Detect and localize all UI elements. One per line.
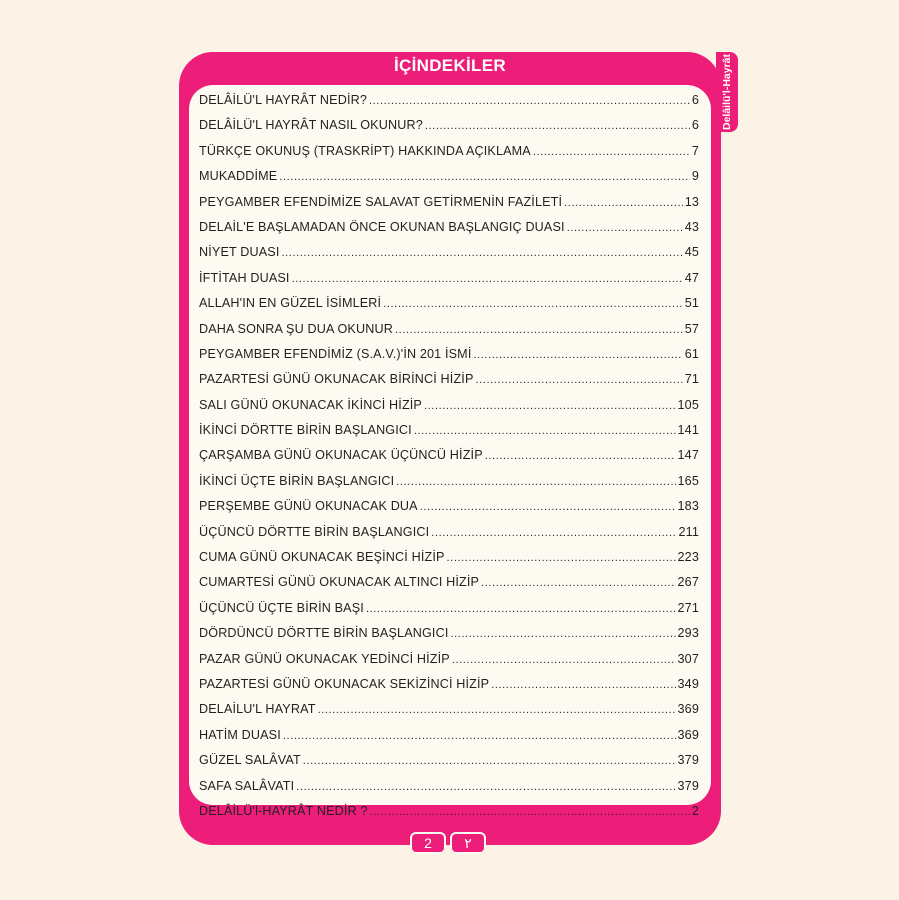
toc-entry[interactable]: [199, 372, 699, 397]
toc-dot-leader: [420, 501, 676, 513]
toc-entry-title: İFTİTAH DUASI: [199, 270, 290, 285]
toc-dot-leader: [283, 730, 676, 742]
toc-entry-page: 165: [677, 473, 699, 488]
toc-entry-title: DELAİL'E BAŞLAMADAN ÖNCE OKUNAN BAŞLANGIÇ DUASI: [199, 219, 565, 234]
toc-dot-leader: [481, 577, 675, 589]
toc-dot-leader: [447, 552, 676, 564]
toc-entry-title: PAZARTESİ GÜNÜ OKUNACAK SEKİZİNCİ HİZİP: [199, 676, 490, 691]
toc-entry-page: 13: [684, 194, 699, 209]
toc-entry-title: ALLAH'IN EN GÜZEL İSİMLERİ: [199, 296, 382, 311]
toc-entry-title: DELÂİLÜ'L HAYRÂT NASIL OKUNUR?: [199, 118, 423, 133]
toc-entry-title: NİYET DUASI: [199, 245, 280, 260]
toc-entry-page: 379: [677, 753, 699, 768]
toc-dot-leader: [303, 755, 676, 767]
toc-entry-title: İKİNCİ DÖRTTE BİRİN BAŞLANGICI: [199, 423, 412, 438]
toc-entry[interactable]: [199, 474, 699, 499]
toc-entry-title: GÜZEL SALÂVAT: [199, 753, 301, 768]
toc-dot-leader: [567, 222, 683, 234]
toc-entry-title: DELÂİLÜ'l-HAYRÂT NEDİR ?: [199, 803, 368, 818]
toc-entry-title: SALI GÜNÜ OKUNACAK İKİNCİ HİZİP: [199, 397, 422, 412]
toc-entry[interactable]: [199, 169, 699, 194]
toc-entry-page: 183: [677, 499, 699, 514]
toc-dot-leader: [369, 95, 690, 107]
page-title: İÇİNDEKİLER: [394, 56, 506, 75]
toc-entry[interactable]: [199, 322, 699, 347]
toc-entry-page: 147: [677, 448, 699, 463]
toc-entry[interactable]: [199, 753, 699, 778]
toc-entry-title: MUKADDİME: [199, 169, 278, 184]
page-frame: [179, 52, 721, 845]
toc-entry-page: 307: [677, 651, 699, 666]
toc-entry[interactable]: [199, 550, 699, 575]
page-number-badges: [410, 832, 486, 854]
toc-entry-page: 379: [677, 778, 699, 793]
toc-entry[interactable]: [199, 195, 699, 220]
toc-entry-page: 51: [684, 296, 699, 311]
toc-entry[interactable]: [199, 93, 699, 118]
toc-entry-title: PEYGAMBER EFENDİMİZE SALAVAT GETİRMENİN FAZİLETİ: [199, 194, 563, 209]
toc-dot-leader: [452, 654, 676, 666]
toc-entry[interactable]: [199, 702, 699, 727]
toc-dot-leader: [292, 273, 683, 285]
toc-dot-leader: [395, 324, 683, 336]
toc-dot-leader: [450, 628, 675, 640]
toc-dot-leader: [424, 400, 676, 412]
toc-entry-title: PEYGAMBER EFENDİMİZ (S.A.V.)'İN 201 İSMİ: [199, 346, 472, 361]
toc-entry-page: 71: [684, 372, 699, 387]
toc-entry-page: 211: [678, 524, 699, 539]
toc-entry[interactable]: [199, 144, 699, 169]
toc-entry-page: 141: [677, 423, 699, 438]
toc-entry[interactable]: [199, 220, 699, 245]
toc-entry[interactable]: [199, 347, 699, 372]
toc-entry-title: ÜÇÜNCÜ DÖRTTE BİRİN BAŞLANGICI: [199, 524, 430, 539]
toc-entry-page: 47: [684, 270, 699, 285]
toc-entry-page: 223: [677, 550, 699, 565]
toc-dot-leader: [366, 603, 676, 615]
toc-entry-page: 7: [691, 143, 699, 158]
toc-dot-leader: [414, 425, 676, 437]
toc-entry[interactable]: [199, 804, 699, 829]
toc-entry[interactable]: [199, 626, 699, 651]
toc-dot-leader: [473, 349, 682, 361]
toc-entry-page: 6: [691, 118, 699, 133]
toc-entry-page: 369: [677, 702, 699, 717]
toc-entry-page: 57: [684, 321, 699, 336]
toc-entry-page: 271: [677, 600, 699, 615]
toc-dot-leader: [282, 247, 683, 259]
toc-entry-title: HATİM DUASI: [199, 727, 281, 742]
toc-entry-title: ÜÇÜNCÜ ÜÇTE BİRİN BAŞI: [199, 600, 364, 615]
toc-entry[interactable]: [199, 118, 699, 143]
toc-dot-leader: [279, 171, 690, 183]
toc-entry[interactable]: [199, 398, 699, 423]
toc-dot-leader: [318, 704, 676, 716]
side-tab-label: Delâilü'l-Hayrât: [721, 53, 733, 131]
toc-entry[interactable]: [199, 499, 699, 524]
toc-entry-title: CUMARTESİ GÜNÜ OKUNACAK ALTINCI HİZİP: [199, 575, 480, 590]
toc-dot-leader: [476, 374, 683, 386]
toc-entry[interactable]: [199, 448, 699, 473]
toc-entry-title: DAHA SONRA ŞU DUA OKUNUR: [199, 321, 393, 336]
toc-entry-page: 43: [684, 219, 699, 234]
page-number-arabic: ٢: [450, 832, 486, 854]
toc-entry-title: PAZARTESİ GÜNÜ OKUNACAK BİRİNCİ HİZİP: [199, 372, 474, 387]
toc-dot-leader: [431, 527, 676, 539]
toc-entry-title: DÖRDÜNCÜ DÖRTTE BİRİN BAŞLANGICI: [199, 626, 449, 641]
toc-entry[interactable]: [199, 525, 699, 550]
toc-entry-page: 9: [691, 169, 699, 184]
toc-panel: [189, 85, 711, 818]
toc-entry-page: 2: [691, 803, 699, 818]
toc-dot-leader: [485, 450, 676, 462]
toc-entry-title: DELÂİLÜ'L HAYRÂT NEDİR?: [199, 93, 367, 107]
toc-entry[interactable]: [199, 601, 699, 626]
toc-entry-title: PERŞEMBE GÜNÜ OKUNACAK DUA: [199, 499, 418, 514]
toc-entry[interactable]: [199, 652, 699, 677]
page-number-latin: 2: [410, 832, 446, 854]
toc-entry[interactable]: [199, 271, 699, 296]
toc-entry-page: 45: [684, 245, 699, 260]
toc-dot-leader: [533, 146, 690, 158]
toc-entry[interactable]: [199, 245, 699, 270]
side-tab: [716, 52, 738, 132]
toc-entry-page: 369: [677, 727, 699, 742]
toc-dot-leader: [370, 806, 690, 818]
toc-entry-title: ÇARŞAMBA GÜNÜ OKUNACAK ÜÇÜNCÜ HİZİP: [199, 448, 483, 463]
toc-entry[interactable]: [199, 728, 699, 753]
toc-dot-leader: [383, 298, 682, 310]
toc-entry-page: 105: [677, 397, 699, 412]
toc-entry-page: 293: [677, 626, 699, 641]
toc-entry[interactable]: [199, 575, 699, 600]
toc-list: [199, 93, 699, 829]
toc-entry-page: 267: [677, 575, 699, 590]
toc-entry-page: 349: [677, 676, 699, 691]
toc-entry-page: 6: [691, 93, 699, 107]
toc-entry-title: PAZAR GÜNÜ OKUNACAK YEDİNCİ HİZİP: [199, 651, 450, 666]
toc-entry-page: 61: [684, 346, 699, 361]
toc-entry[interactable]: [199, 423, 699, 448]
toc-entry-title: CUMA GÜNÜ OKUNACAK BEŞİNCİ HİZİP: [199, 550, 445, 565]
toc-entry-title: SAFA SALÂVATI: [199, 778, 295, 793]
toc-dot-leader: [491, 679, 675, 691]
toc-dot-leader: [564, 197, 683, 209]
toc-entry-title: İKİNCİ ÜÇTE BİRİN BAŞLANGICI: [199, 473, 395, 488]
toc-dot-leader: [396, 476, 675, 488]
toc-entry[interactable]: [199, 296, 699, 321]
toc-entry[interactable]: [199, 779, 699, 804]
toc-entry-title: DELAİLU'L HAYRAT: [199, 702, 316, 717]
toc-entry-title: TÜRKÇE OKUNUŞ (TRASKRİPT) HAKKINDA AÇIKLAMA: [199, 143, 531, 158]
toc-dot-leader: [296, 781, 675, 793]
toc-entry[interactable]: [199, 677, 699, 702]
toc-dot-leader: [425, 120, 690, 132]
